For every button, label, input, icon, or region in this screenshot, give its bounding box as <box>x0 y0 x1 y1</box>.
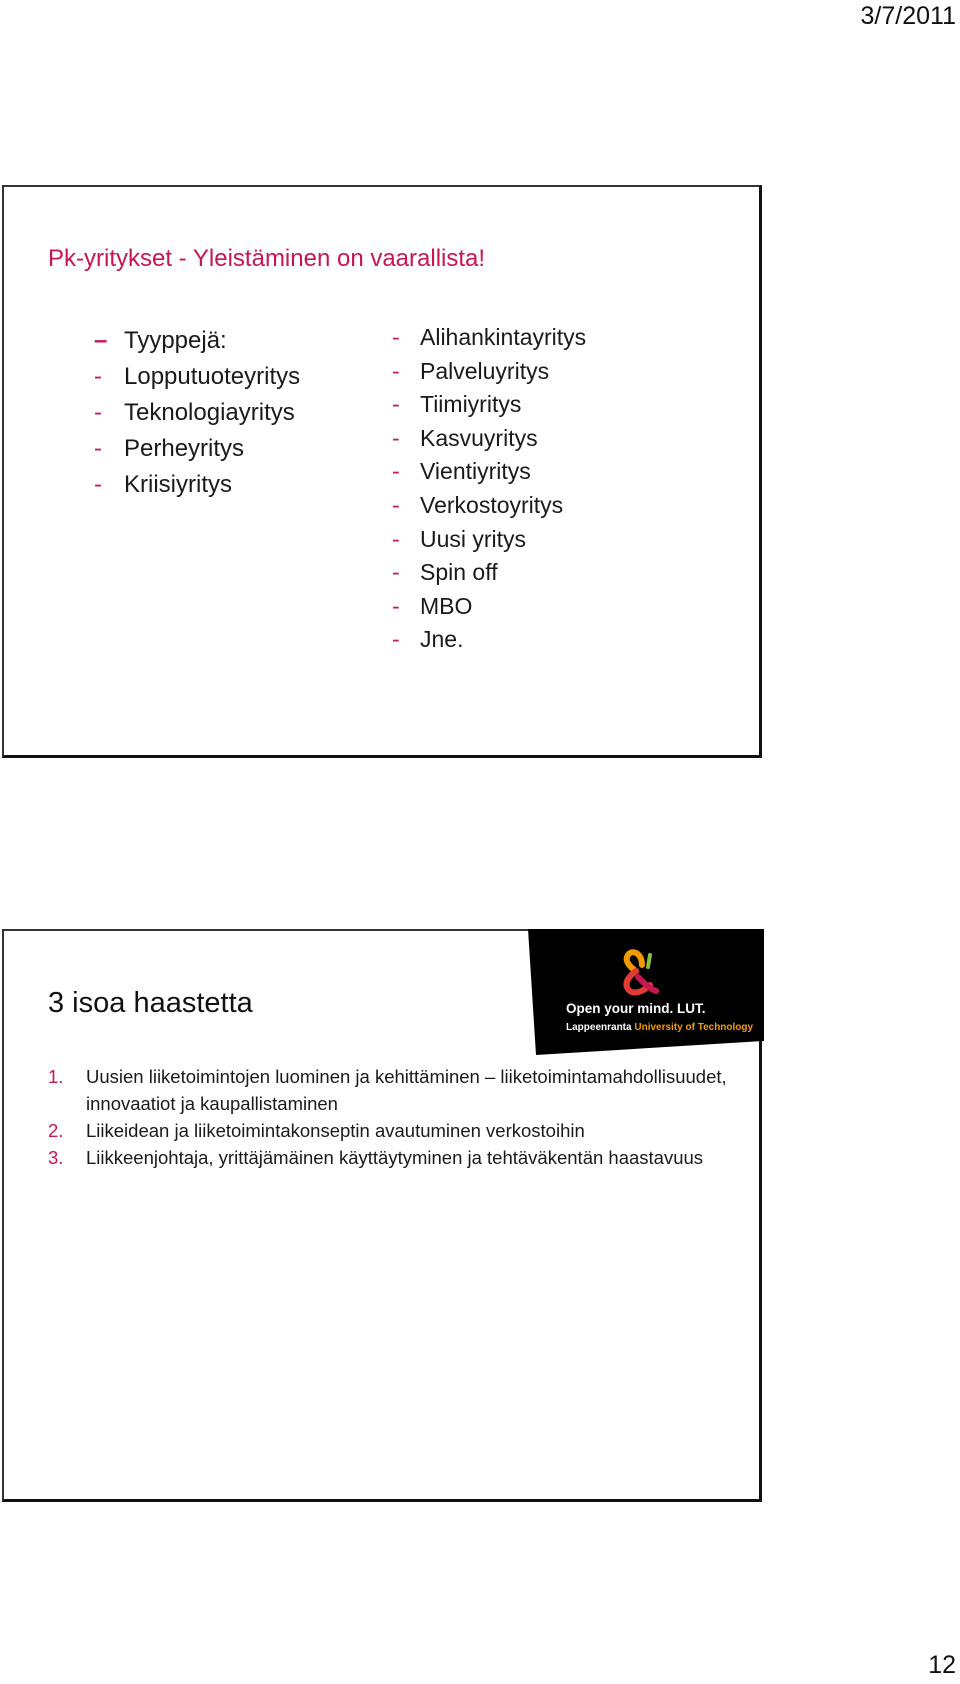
list-item: - Vientiyritys <box>392 458 531 485</box>
bullet-dash-icon: - <box>392 491 400 518</box>
list-item: - Verkostoyritys <box>392 491 564 518</box>
list-number: 2. <box>48 1120 64 1141</box>
list-item: 2. Liikeidean ja liiketoimintakonseptin avautuminen verkostoihin <box>48 1117 748 1144</box>
bullet-dash-icon: - <box>392 592 400 619</box>
bullet-dash-icon: - <box>94 471 102 498</box>
slide-title: 3 isoa haastetta <box>48 987 253 1019</box>
print-date: 3/7/2011 <box>860 2 956 30</box>
bullet-dash-icon: - <box>392 626 400 653</box>
bullet-dash-icon: - <box>392 559 400 586</box>
type-list-left <box>94 327 300 507</box>
list-item: - Jne. <box>392 626 464 653</box>
bullet-dash-icon: - <box>392 525 400 552</box>
bullet-dash-icon: - <box>94 363 102 390</box>
logo-university: Lappeenranta University of Technology <box>566 1022 754 1033</box>
bullet-dash-icon: - <box>94 399 102 426</box>
bullet-dash-icon: - <box>392 424 400 451</box>
list-item: - Lopputuoteyritys <box>94 363 301 390</box>
list-item: - Uusi yritys <box>392 525 527 552</box>
slide-2 <box>2 929 762 1502</box>
lut-logo <box>524 929 764 1057</box>
list-item: - Spin off <box>392 559 498 586</box>
bullet-dash-icon: - <box>392 324 400 350</box>
list-number: 3. <box>48 1147 64 1168</box>
list-item: - Alihankintayritys <box>392 324 587 350</box>
bullet-dash-icon: - <box>94 435 102 462</box>
logo-tagline: Open your mind. LUT. <box>566 1001 706 1016</box>
list-item: - Tiimiyritys <box>392 391 522 418</box>
list-item: – Tyyppejä: <box>94 327 227 354</box>
list-item: 1. Uusien liiketoimintojen luominen ja kehittäminen – liiketoimintamahdollisuudet, innovaatiot ja kaupallistaminen <box>48 1063 748 1117</box>
bullet-dash-icon: - <box>392 357 400 384</box>
list-item: - Kriisiyritys <box>94 471 232 498</box>
bullet-dash-icon: - <box>392 391 400 418</box>
slide-1 <box>2 185 762 758</box>
list-number: 1. <box>48 1066 64 1087</box>
list-item: 3. Liikkeenjohtaja, yrittäjämäinen käyttäytyminen ja tehtäväkentän haastavuus <box>48 1144 748 1171</box>
list-item: - Palveluyritys <box>392 357 550 384</box>
slide-title: Pk-yritykset - Yleistäminen on vaarallista! <box>48 245 486 272</box>
bullet-dash-icon: – <box>94 327 108 354</box>
list-item: - Teknologiayritys <box>94 399 295 426</box>
page-number: 12 <box>928 1651 956 1679</box>
bullet-dash-icon: - <box>392 458 400 485</box>
list-item: - Perheyritys <box>94 435 245 462</box>
list-item: - MBO <box>392 592 473 619</box>
type-list-right <box>392 324 586 660</box>
challenge-list <box>48 1063 748 1171</box>
list-item: - Kasvuyritys <box>392 424 538 451</box>
